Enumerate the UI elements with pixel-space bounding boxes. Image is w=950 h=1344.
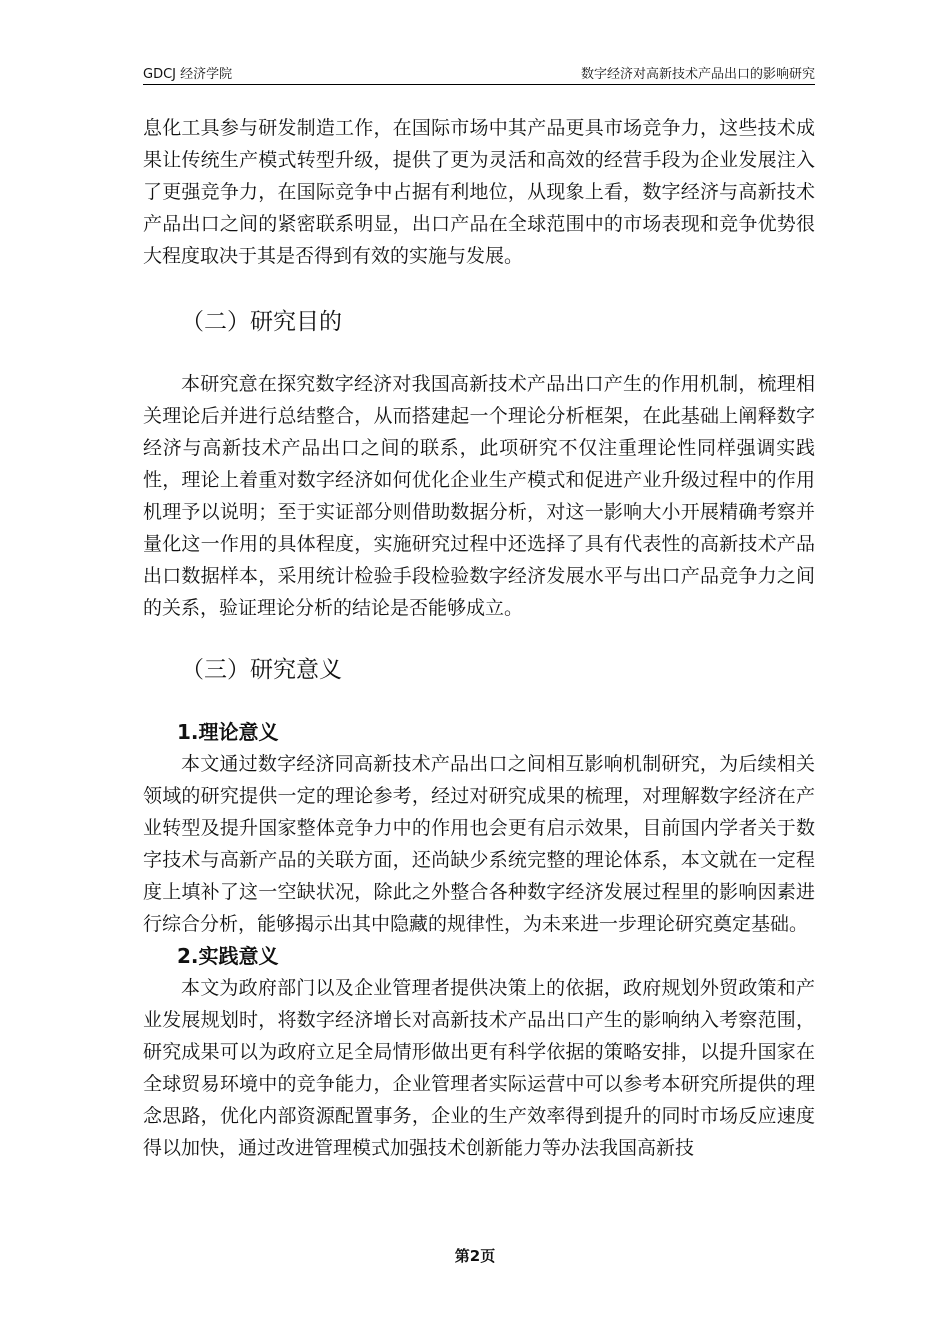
intro-paragraph: 息化工具参与研发制造工作，在国际市场中其产品更具市场竞争力，这些技术成果让传统生产模式转型升级，提供了更为灵活和高效的经营手段为企业发展注入了更强竞争力，在国际竞争中占据有利地位，从现象上看，数字经济与高新技术产品出口之间的紧密联系明显，出口产品在全球范围中的市场表现和竞争优势很大程度取决于其是否得到有效的实施与发展。 [143,117,815,267]
page-body [143,112,815,1164]
subheading-practical-significance: 2.实践意义 [177,944,279,968]
research-purpose-paragraph: 本研究意在探究数字经济对我国高新技术产品出口产生的作用机制，梳理相关理论后并进行总结整合，从而搭建起一个理论分析框架，在此基础上阐释数字经济与高新技术产品出口之间的联系，此项研究不仅注重理论性同样强调实践性，理论上着重对数字经济如何优化企业生产模式和促进产业升级过程中的作用机理予以说明；至于实证部分则借助数据分析，对这一影响大小开展精确考察并量化这一作用的具体程度，实施研究过程中还选择了具有代表性的高新技术产品出口数据样本，采用统计检验手段检验数字经济发展水平与出口产品竞争力之间的关系，验证理论分析的结论是否能够成立。 [143,373,815,619]
theoretical-significance-paragraph: 本文通过数字经济同高新技术产品出口之间相互影响机制研究，为后续相关领域的研究提供一定的理论参考，经过对研究成果的梳理，对理解数字经济在产业转型及提升国家整体竞争力中的作用也会更有启示效果，目前国内学者关于数字技术与高新产品的关联方面，还尚缺少系统完整的理论体系，本文就在一定程度上填补了这一空缺状况，除此之外整合各种数字经济发展过程里的影响因素进行综合分析，能够揭示出其中隐藏的规律性，为未来进一步理论研究奠定基础。 [143,753,815,935]
section-heading-research-purpose: （二）研究目的 [181,309,342,335]
subheading-theoretical-significance: 1.理论意义 [177,720,279,744]
page-number: 第2页 [454,1247,496,1265]
header-institution: GDCJ 经济学院 [143,67,233,82]
practical-significance-paragraph: 本文为政府部门以及企业管理者提供决策上的依据，政府规划外贸政策和产业发展规划时，将数字经济增长对高新技术产品出口产生的影响纳入考察范围，研究成果可以为政府立足全局情形做出更有科学依据的策略安排，以提升国家在全球贸易环境中的竞争能力，企业管理者实际运营中可以参考本研究所提供的理念思路，优化内部资源配置事务，企业的生产效率得到提升的同时市场反应速度得以加快，通过改进管理模式加强技术创新能力等办法我国高新技 [143,977,815,1159]
page-header [143,66,815,85]
header-paper-title: 数字经济对高新技术产品出口的影响研究 [580,67,815,82]
section-heading-research-significance: （三）研究意义 [181,657,342,683]
